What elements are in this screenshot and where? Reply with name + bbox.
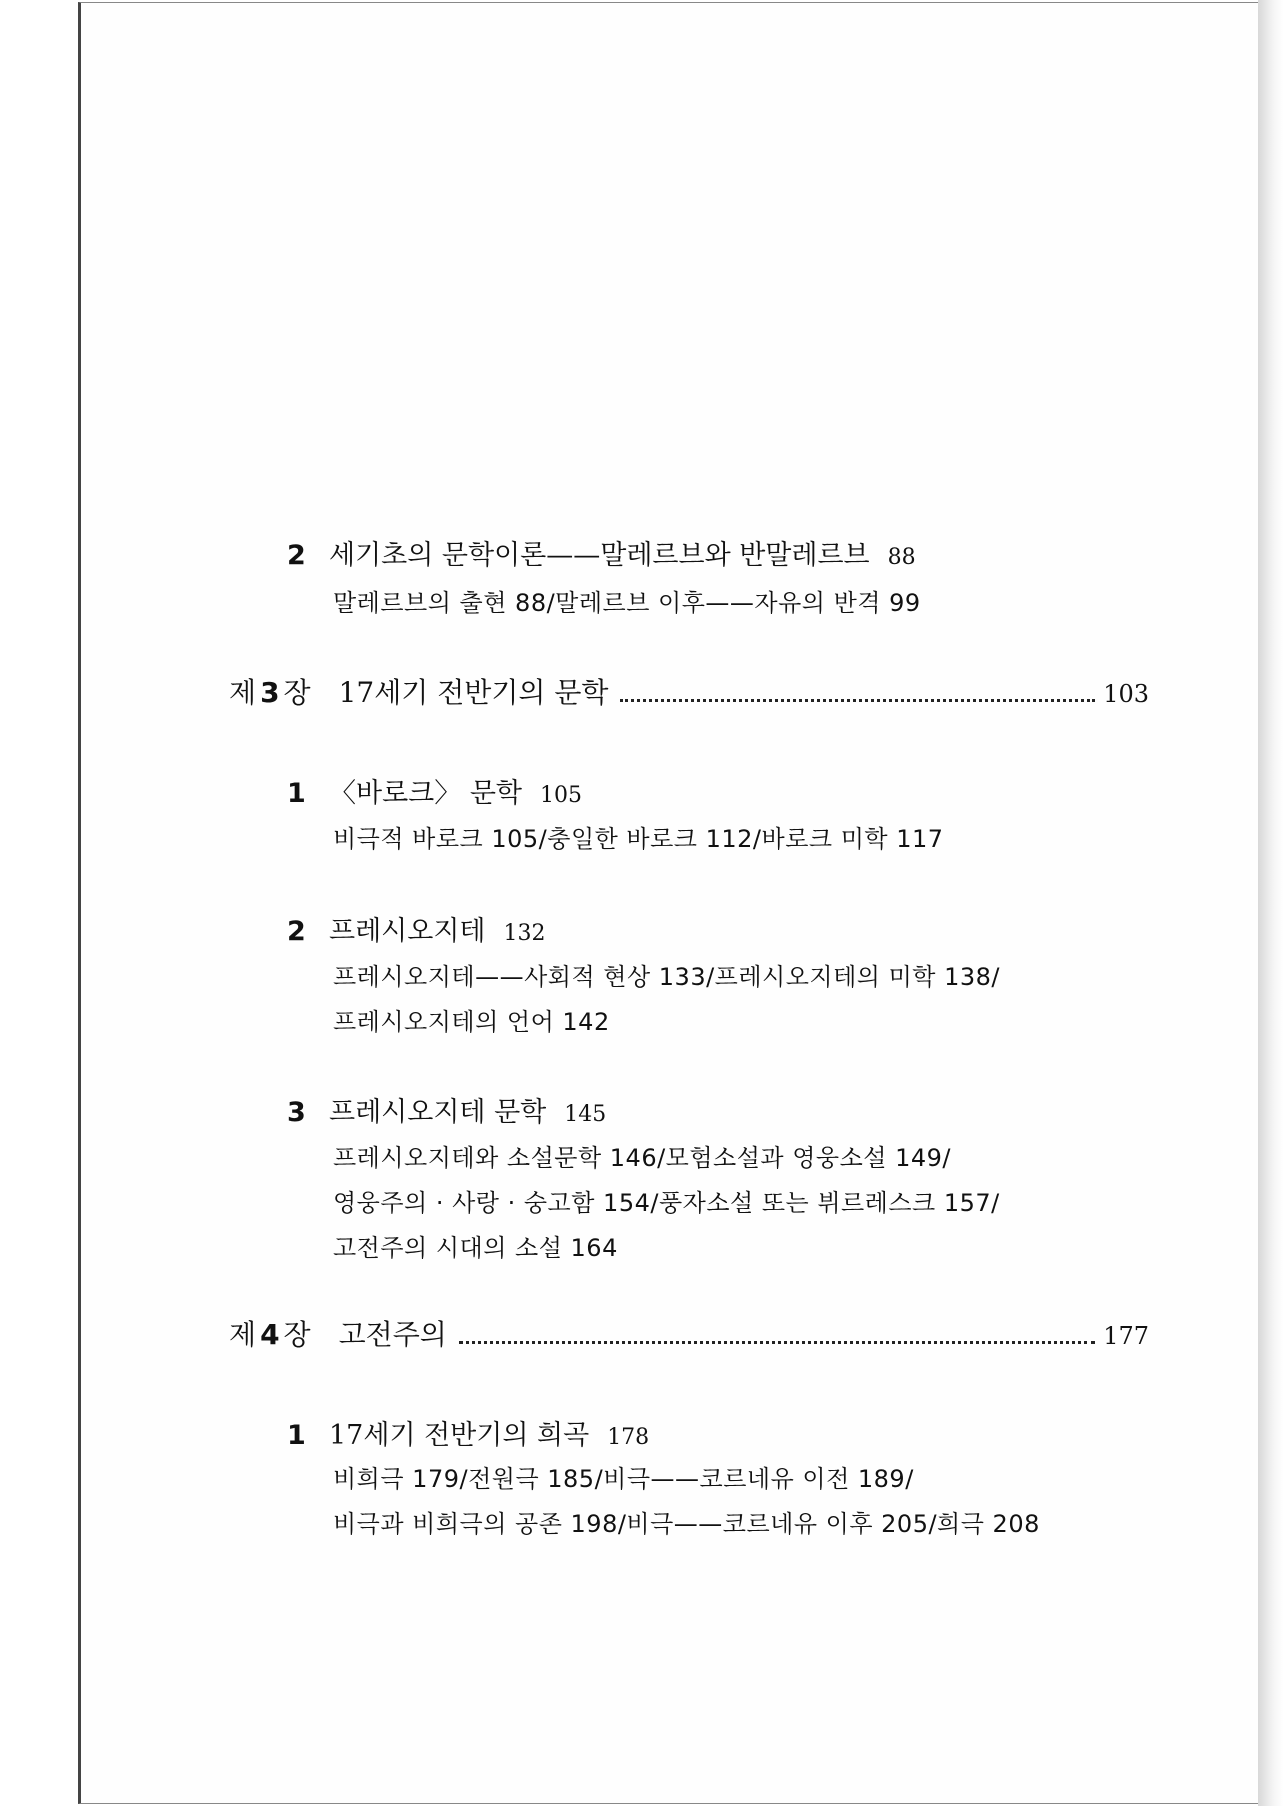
section-page: 178 (607, 1425, 650, 1450)
section-number: 3 (287, 1097, 306, 1128)
section-page: 88 (887, 545, 916, 570)
chapter-label: 제 3 장 (229, 676, 311, 709)
section-number: 1 (287, 778, 306, 809)
section-page: 105 (540, 783, 582, 808)
section-title: 세기초의 문학이론——말레르브와 반말레르브 (329, 540, 870, 571)
section-page: 145 (564, 1102, 607, 1127)
chapter-page: 103 (1103, 680, 1149, 708)
chapter-label: 제 4 장 (229, 1318, 311, 1351)
toc-subsections: 프레시오지테의 언어 142 (333, 1008, 610, 1036)
dot-leader (620, 699, 1095, 702)
section-title: 프레시오지테 문학 (329, 1097, 547, 1128)
toc-section (287, 1422, 649, 1449)
dot-leader (459, 1341, 1095, 1344)
toc-chapter (229, 1318, 1149, 1351)
section-number: 2 (287, 540, 306, 571)
chapter-title: 17세기 전반기의 문학 (338, 676, 609, 709)
toc-section (287, 780, 582, 807)
section-title: 17세기 전반기의 희곡 (329, 1420, 590, 1451)
toc-section (287, 1099, 606, 1126)
toc-chapter (229, 676, 1149, 709)
section-number: 2 (287, 916, 306, 947)
toc-subsections: 프레시오지테와 소설문학 146/모험소설과 영웅소설 149/ (333, 1144, 951, 1172)
section-page: 132 (503, 921, 546, 946)
toc-section (287, 918, 546, 945)
toc-subsections: 고전주의 시대의 소설 164 (333, 1234, 618, 1262)
toc-subsections: 비희극 179/전원극 185/비극——코르네유 이전 189/ (333, 1465, 914, 1493)
toc-subsections: 비극과 비희극의 공존 198/비극——코르네유 이후 205/희극 208 (333, 1510, 1040, 1538)
chapter-title: 고전주의 (338, 1318, 447, 1351)
toc-subsections: 말레르브의 출현 88/말레르브 이후——자유의 반격 99 (333, 589, 921, 617)
toc-subsections: 영웅주의 · 사랑 · 숭고함 154/풍자소설 또는 뷔르레스크 157/ (333, 1189, 1000, 1217)
page-edge-shadow (1258, 0, 1283, 1806)
toc-section (287, 542, 916, 569)
chapter-page: 177 (1103, 1322, 1149, 1350)
toc-subsections: 비극적 바로크 105/충일한 바로크 112/바로크 미학 117 (333, 825, 944, 853)
section-title: 프레시오지테 (329, 916, 486, 947)
toc-subsections: 프레시오지테——사회적 현상 133/프레시오지테의 미학 138/ (333, 963, 1000, 991)
section-number: 1 (287, 1420, 306, 1451)
section-title: 〈바로크〉 문학 (329, 778, 522, 809)
